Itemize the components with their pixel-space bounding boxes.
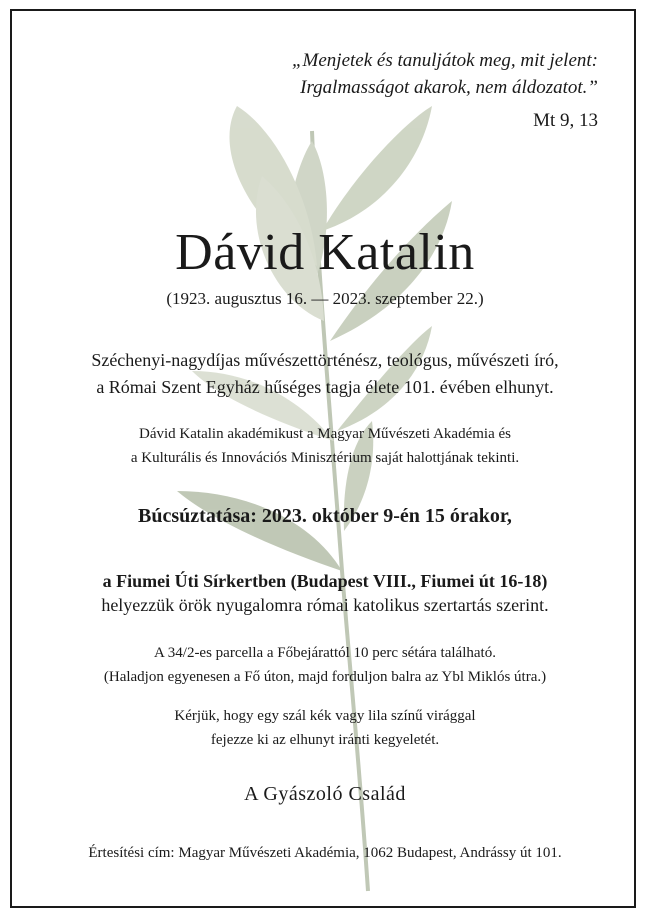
- burial-location: a Fiumei Úti Sírkertben (Budapest VIII., Fiumei út 16-18): [102, 571, 548, 591]
- quote-line-2: Irgalmasságot akarok, nem áldozatot.”: [300, 77, 598, 98]
- announcement: [12, 347, 636, 401]
- burial-info: [12, 569, 636, 617]
- announcement-line-2: a Római Szent Egyház hűséges tagja élete 101. évében elhunyt.: [96, 377, 554, 397]
- directions-line-2: (Haladjon egyenesen a Fő úton, majd forduljon balra az Ybl Miklós útra.): [103, 669, 547, 685]
- farewell-time: Búcsúztatása: 2023. október 9-én 15 órakor,: [138, 505, 512, 527]
- flower-request-line-1: Kérjük, hogy egy szál kék vagy lila színű virággal: [174, 708, 476, 724]
- notice-frame: [10, 9, 636, 908]
- academy-note: [12, 422, 636, 470]
- directions: [12, 641, 636, 689]
- flower-request: [12, 704, 636, 752]
- quote-line-1: „Menjetek és tanuljátok meg, mit jelent:: [291, 50, 598, 71]
- deceased-name: Dávid Katalin: [175, 224, 475, 281]
- quote-reference: Mt 9, 13: [533, 110, 598, 131]
- family-signature: A Gyászoló Család: [244, 783, 406, 805]
- directions-line-1: A 34/2-es parcella a Főbejárattól 10 perc sétára található.: [154, 645, 496, 661]
- announcement-line-1: Széchenyi-nagydíjas művészettörténész, teológus, művészeti író,: [91, 350, 559, 370]
- academy-note-line-2: a Kulturális és Innovációs Minisztérium saját halottjának tekinti.: [130, 450, 520, 466]
- academy-note-line-1: Dávid Katalin akadémikust a Magyar Művészeti Akadémia és: [139, 426, 511, 442]
- life-dates: (1923. augusztus 16. — 2023. szeptember 22.): [166, 289, 484, 308]
- contact-address: Értesítési cím: Magyar Művészeti Akadémia, 1062 Budapest, Andrássy út 101.: [88, 845, 562, 861]
- notice-content: [12, 11, 636, 908]
- flower-request-line-2: fejezze ki az elhunyt iránti kegyeletét.: [210, 732, 440, 748]
- bible-quote: [292, 47, 598, 101]
- burial-ceremony: helyezzük örök nyugalomra római katolikus szertartás szerint.: [101, 595, 549, 615]
